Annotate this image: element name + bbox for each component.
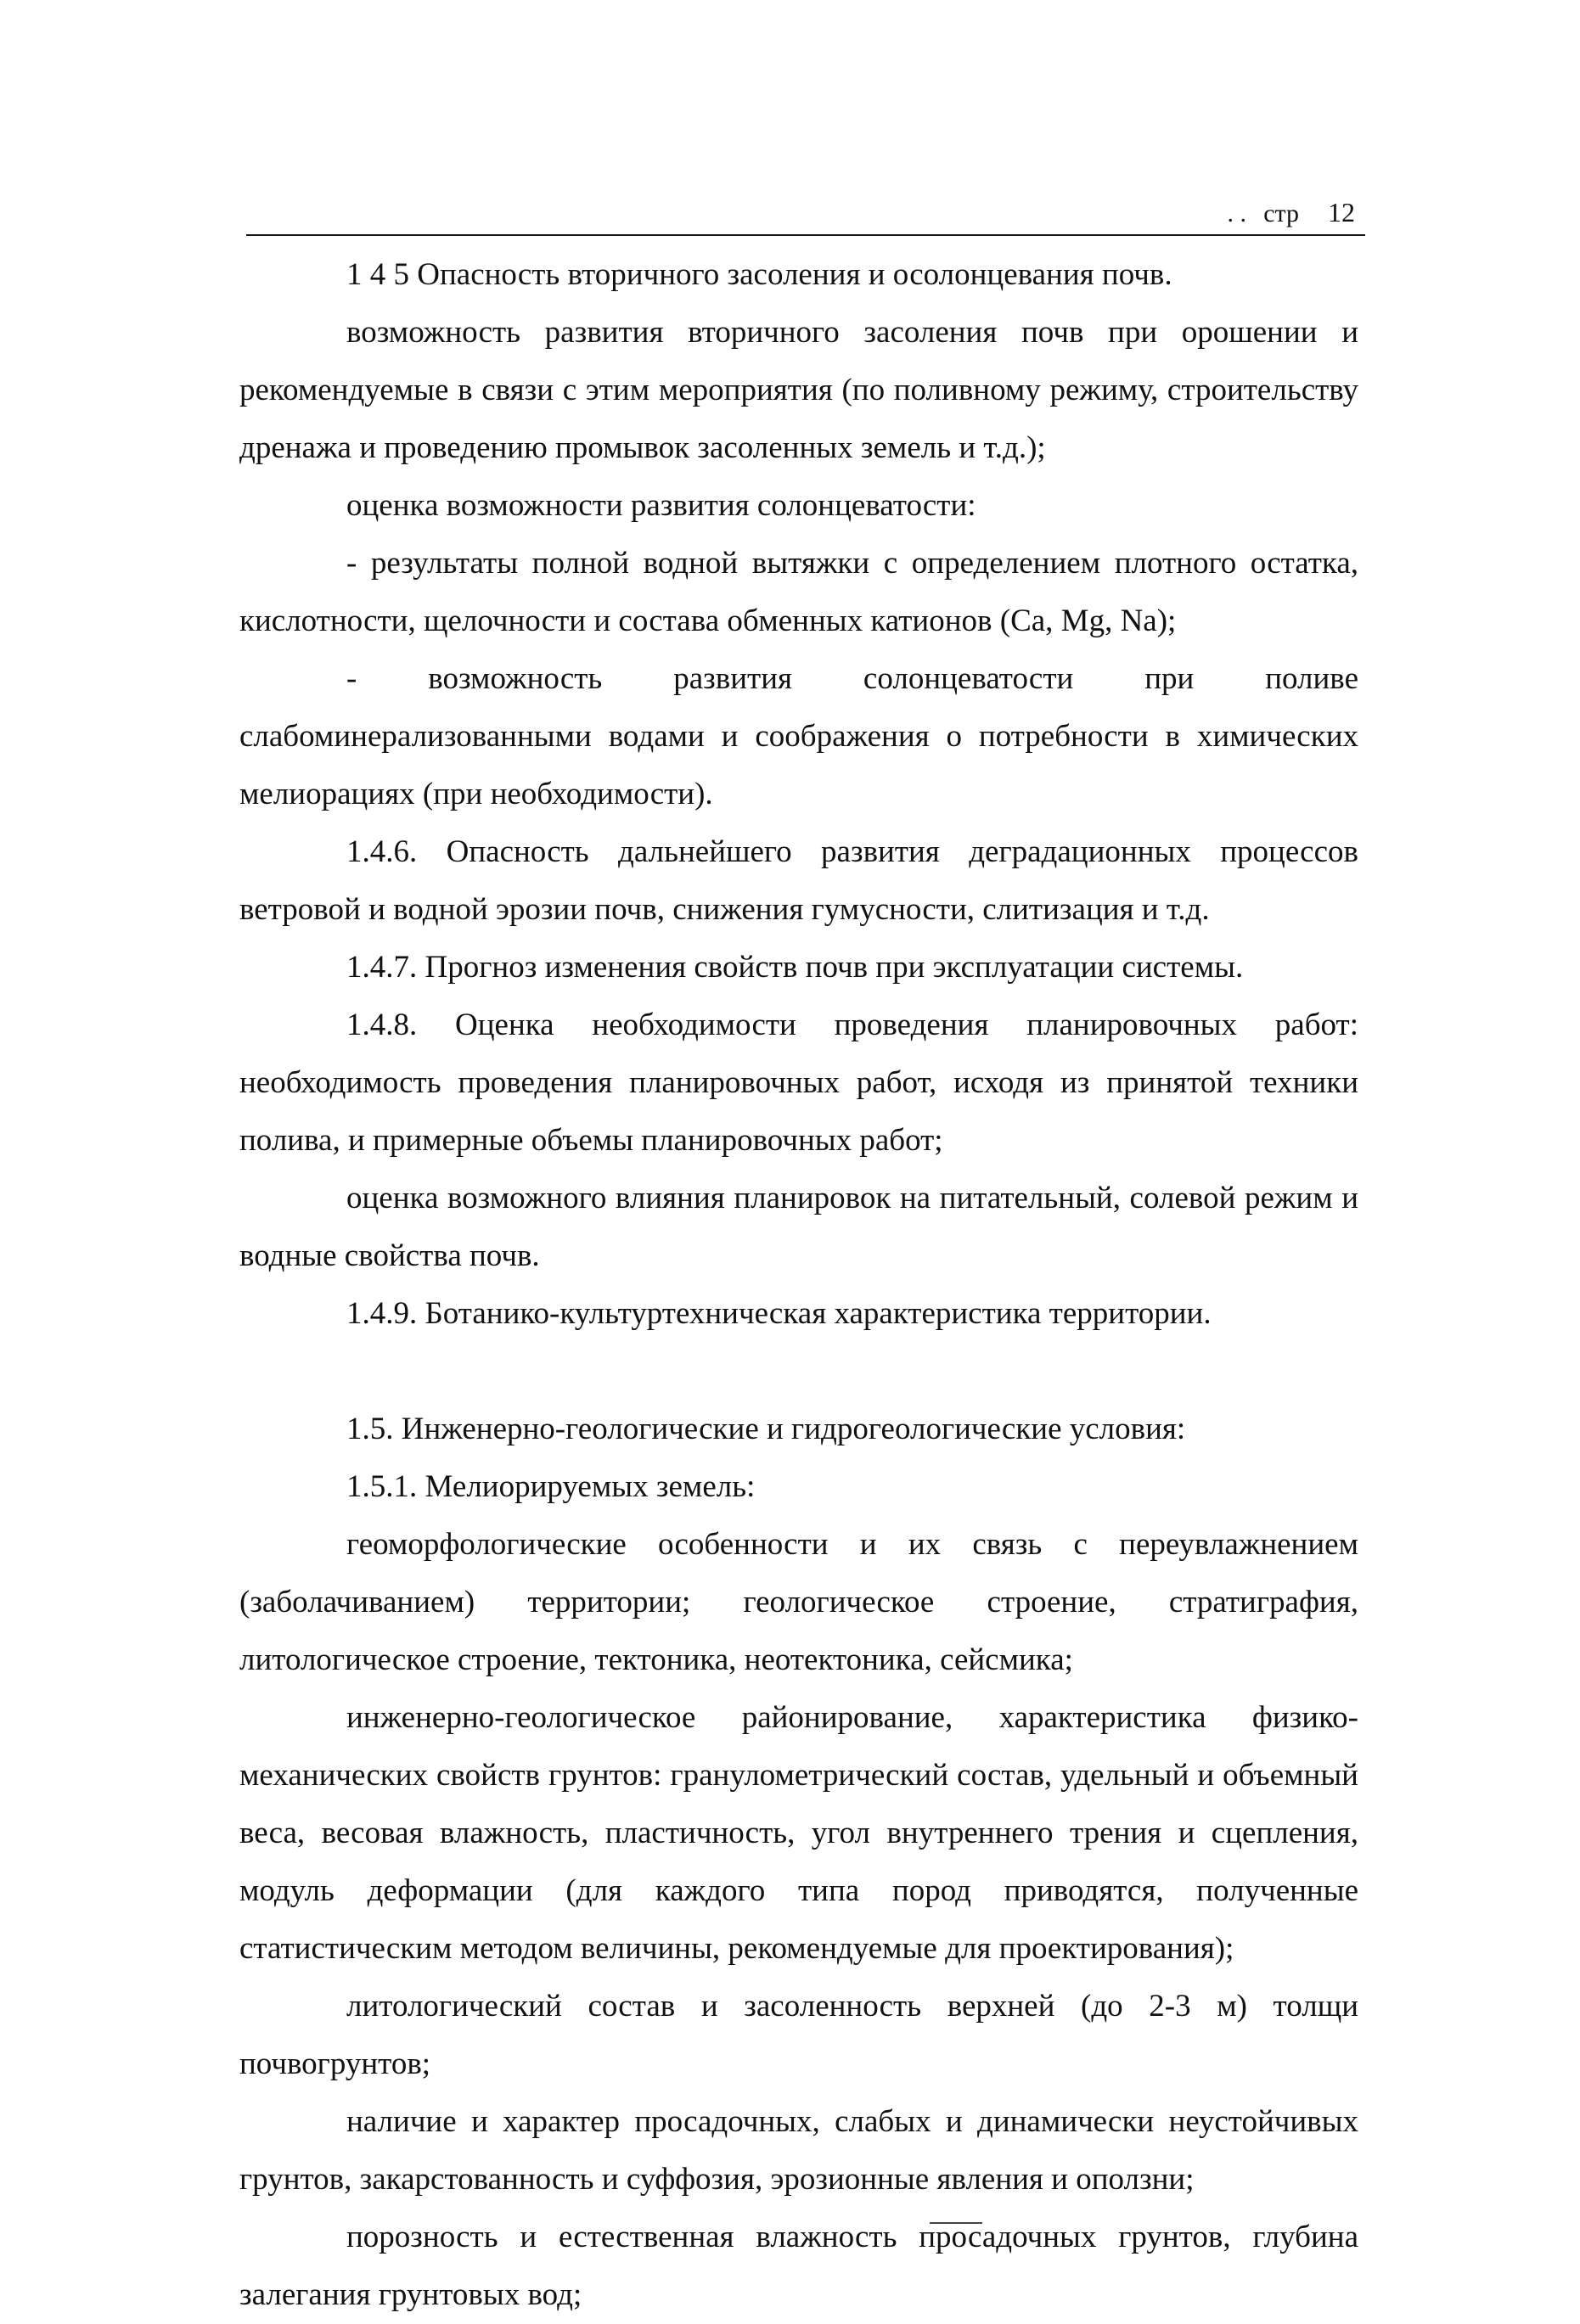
paragraph-solonetz-assessment: оценка возможности развития солонцеватости:: [346, 488, 976, 523]
list-item-solonetz-development: - возможность развития солонцеватости при поливе слабоминерализованными водами и соображения о потребности в химических мелиорациях (при необходимости).: [239, 661, 1358, 811]
footer-mark: [930, 2222, 982, 2224]
section-heading-1-4-6: 1.4.6. Опасность дальнейшего развития деградационных процессов ветровой и водной эрозии почв, снижения гумусности, слитизация и т.д.: [239, 834, 1358, 927]
section-heading-1-4-9: 1.4.9. Ботанико-культуртехническая характеристика территории.: [346, 1296, 1212, 1331]
paragraph-secondary-salinization: возможность развития вторичного засоления почв при орошении и рекомендуемые в связи с этим мероприятия (по поливному режиму, строительству дренажа и проведению промывок засоленных земель и т.д.);: [239, 315, 1358, 465]
document-body: [239, 246, 1358, 2324]
section-spacer: [239, 1343, 1358, 1401]
paragraph-geomorphology: геоморфологические особенности и их связь с переувлажнением (заболачиванием) территории; геологическое строение, стратиграфия, литологическое строение, тектоника, неотектоника, сейсмика;: [239, 1527, 1358, 1677]
page-label: стр: [1263, 199, 1299, 227]
section-heading-1-4-8: 1.4.8. Оценка необходимости проведения планировочных работ: необходимость проведения планировочных работ, исходя из принятой техники полива, и примерные объемы планировочных работ;: [239, 1008, 1358, 1158]
page-number: 12: [1328, 197, 1355, 227]
section-heading-1-5: 1.5. Инженерно-геологические и гидрогеологические условия:: [346, 1412, 1186, 1446]
list-item-water-extract: - результаты полной водной вытяжки с определением плотного остатка, кислотности, щелочности и состава обменных катионов (Ca, Mg, Na);: [239, 546, 1358, 638]
paragraph-lithology: литологический состав и засоленность верхней (до 2-3 м) толщи почвогрунтов;: [239, 1989, 1358, 2081]
section-heading-1-4-5: 1 4 5 Опасность вторичного засоления и осолонцевания почв.: [346, 257, 1172, 292]
paragraph-porosity: порозность и естественная влажность просадочных грунтов, глубина залегания грунтовых вод;: [239, 2220, 1358, 2312]
paragraph-subsiding-soils: наличие и характер просадочных, слабых и динамически неустойчивых грунтов, закарстованность и суффозия, эрозионные явления и оползни;: [239, 2104, 1358, 2197]
header-dots: . .: [1227, 199, 1246, 227]
paragraph-leveling-influence: оценка возможного влияния планировок на питательный, солевой режим и водные свойства почв.: [239, 1181, 1358, 1273]
section-heading-1-5-1: 1.5.1. Мелиорируемых земель:: [346, 1469, 756, 1504]
section-heading-1-4-7: 1.4.7. Прогноз изменения свойств почв при эксплуатации системы.: [346, 950, 1244, 985]
page-header: [246, 197, 1365, 236]
paragraph-engineering-geology: инженерно-геологическое районирование, характеристика физико-механических свойств грунтов: гранулометрический состав, удельный и объемный веса, весовая влажность, пластичность, угол внутреннего трения и сцепления, модуль деформации (для каждого типа пород приводятся, полученные статистическим методом величины, рекомендуемые для проектирования);: [239, 1700, 1358, 1966]
